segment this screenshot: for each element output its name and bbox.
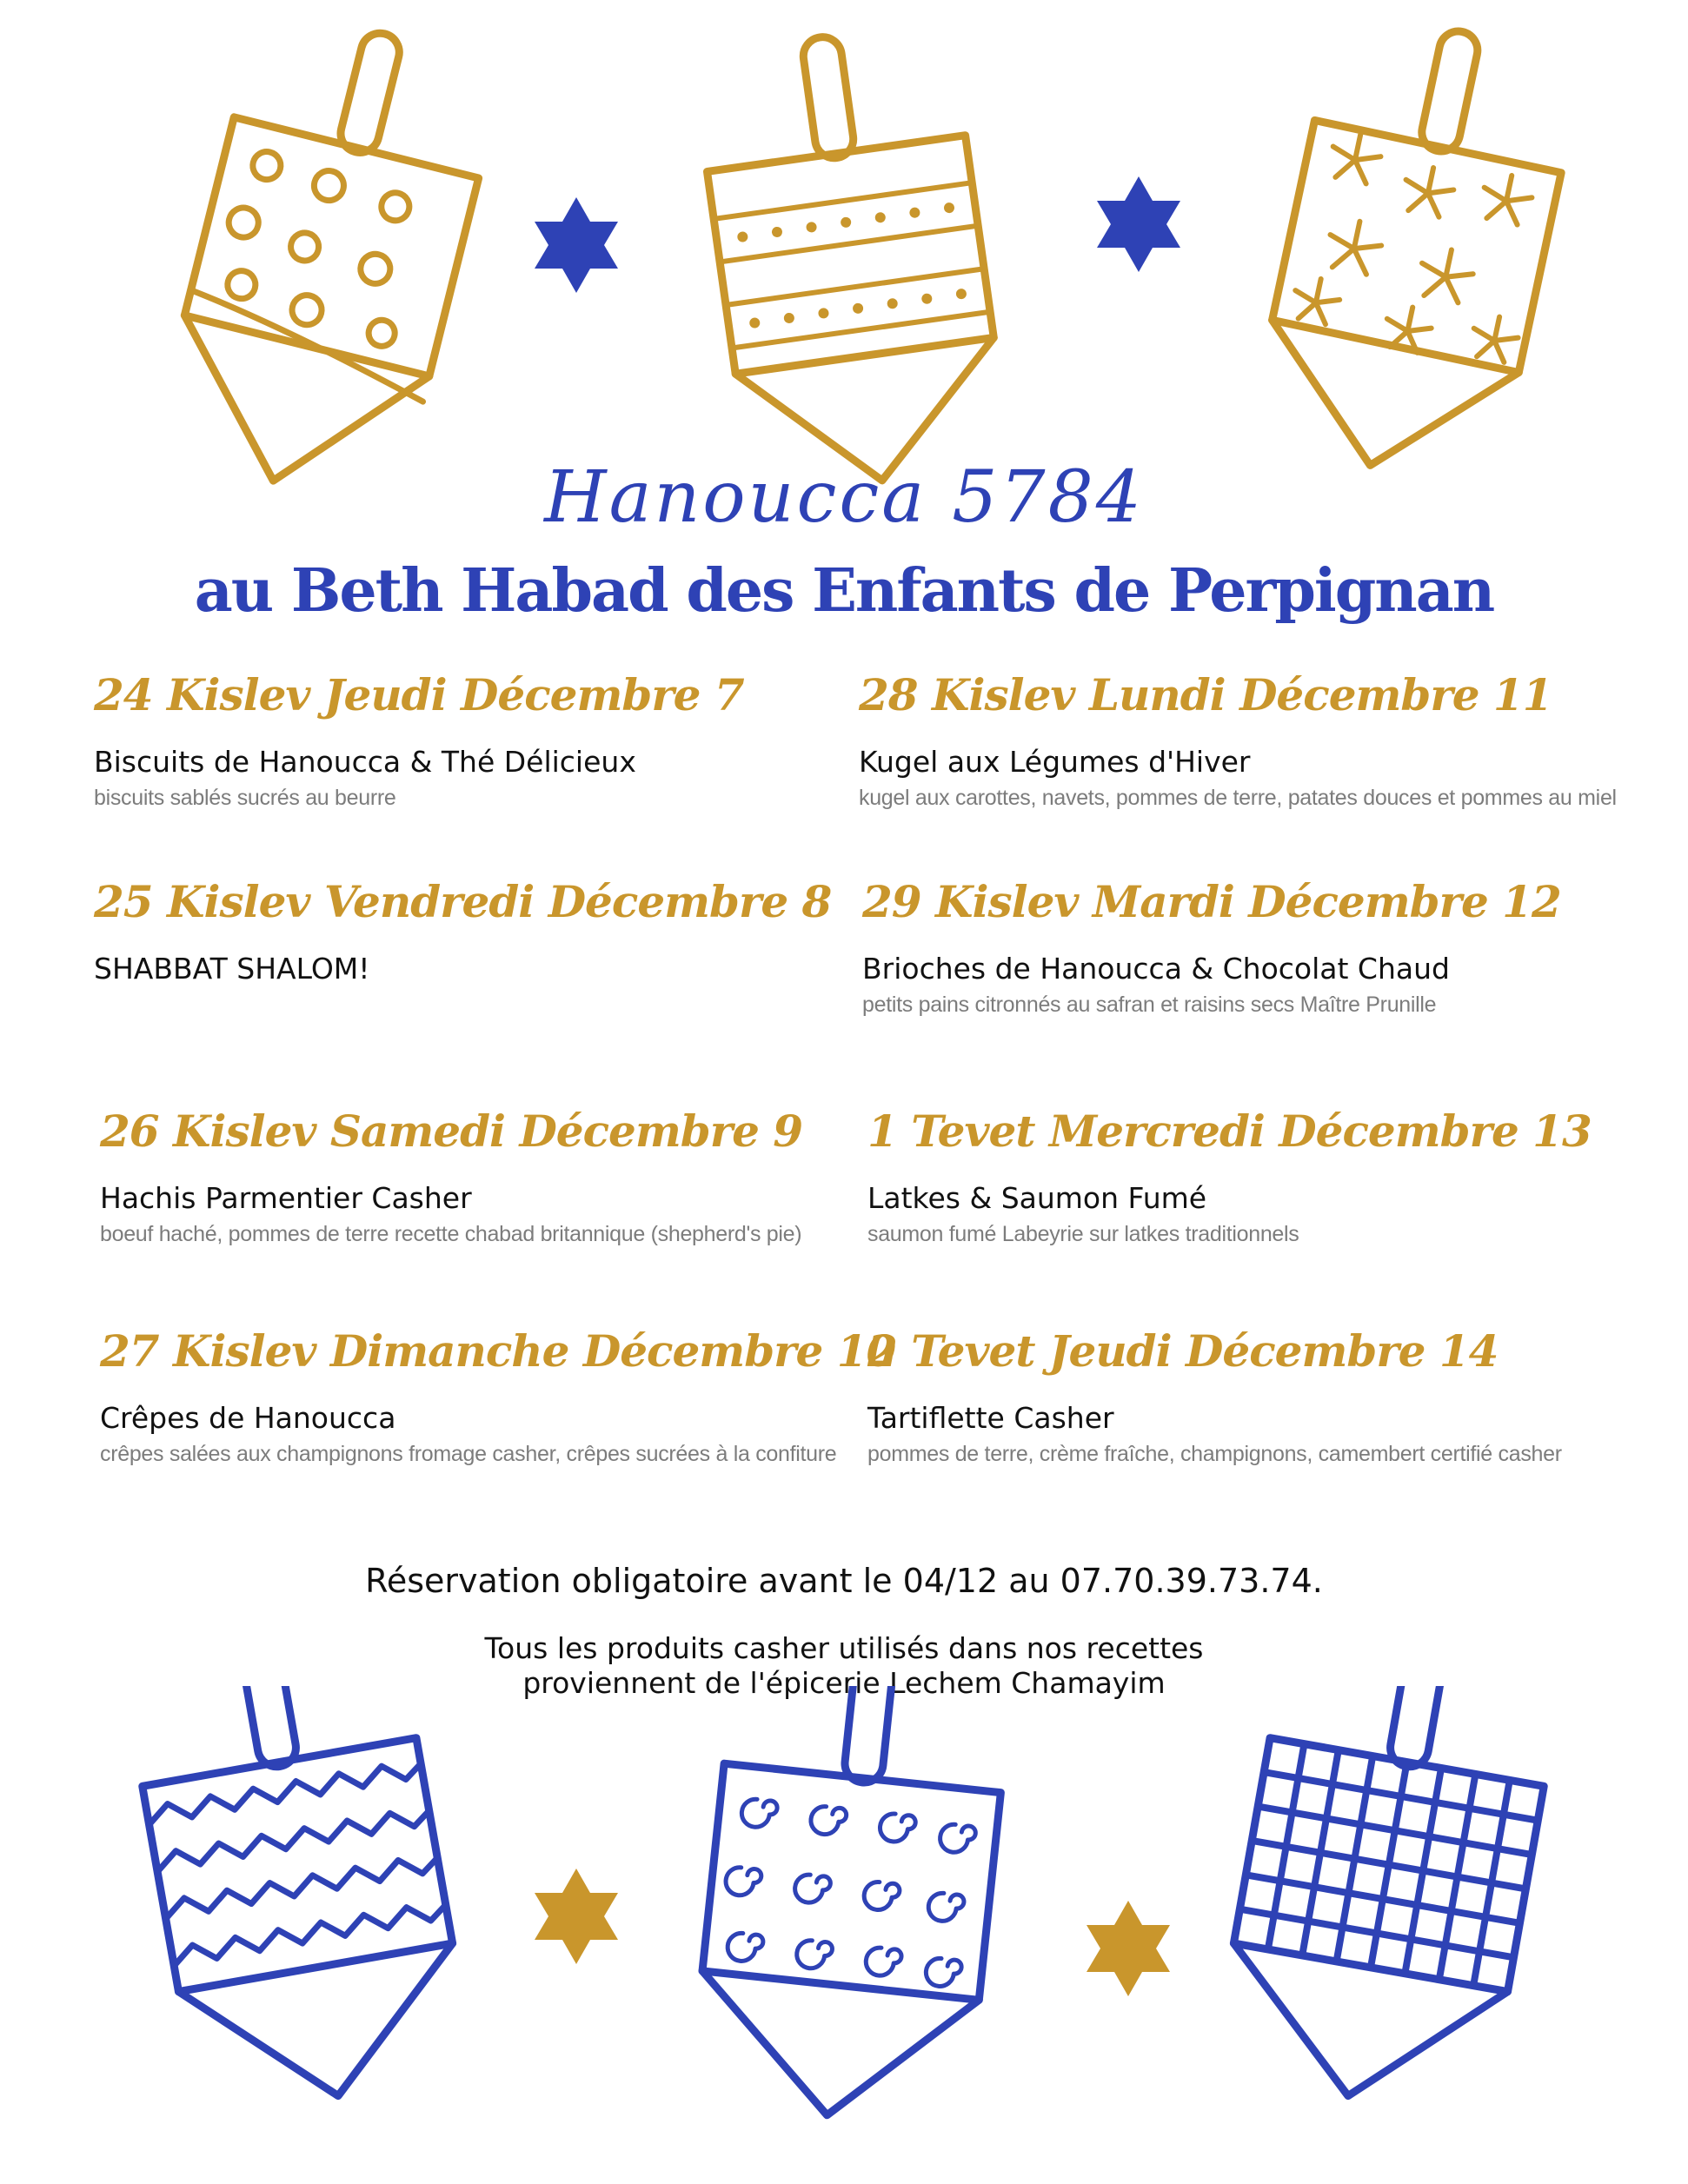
dish-description: petits pains citronnés au safran et raisins secs Maître Prunille bbox=[862, 992, 1437, 1017]
day-block bbox=[867, 1105, 1592, 1247]
supplier-note-line: proviennent de l'épicerie Lechem Chamayim bbox=[522, 1666, 1166, 1700]
star-of-david-icon bbox=[1097, 176, 1180, 272]
dish-title: Brioches de Hanoucca & Chocolat Chaud bbox=[862, 952, 1450, 986]
dish-title: Hachis Parmentier Casher bbox=[100, 1181, 472, 1215]
day-block bbox=[94, 669, 744, 811]
supplier-note-line: Tous les produits casher utilisés dans nos recettes bbox=[484, 1631, 1204, 1665]
dish-description: pommes de terre, crème fraîche, champignons, camembert certifié casher bbox=[867, 1442, 1562, 1466]
dish-title: Tartiflette Casher bbox=[867, 1401, 1114, 1435]
dreidel-icon bbox=[1247, 5, 1586, 487]
dish-description: crêpes salées aux champignons fromage casher, crêpes sucrées à la confiture bbox=[100, 1442, 837, 1466]
star-of-david-icon bbox=[535, 1869, 618, 1964]
dreidel-icon bbox=[1211, 1686, 1564, 2120]
dreidel-icon bbox=[122, 1686, 475, 2120]
dish-title: Kugel aux Légumes d'Hiver bbox=[859, 745, 1251, 779]
day-heading: 24 Kislev Jeudi Décembre 7 bbox=[94, 669, 744, 720]
star-of-david-icon bbox=[535, 197, 618, 293]
reservation-notice: Réservation obligatoire avant le 04/12 au 07.70.39.73.74. bbox=[365, 1562, 1323, 1600]
dish-title: Biscuits de Hanoucca & Thé Délicieux bbox=[94, 745, 636, 779]
day-heading: 27 Kislev Dimanche Décembre 10 bbox=[100, 1325, 896, 1377]
day-block bbox=[100, 1325, 895, 1467]
dreidel-icon bbox=[691, 19, 1012, 487]
day-heading: 1 Tevet Mercredi Décembre 13 bbox=[867, 1105, 1592, 1157]
day-block bbox=[100, 1105, 802, 1247]
dish-description: biscuits sablés sucrés au beurre bbox=[94, 786, 396, 810]
dreidel-icon bbox=[151, 3, 508, 487]
page-title: au Beth Habad des Enfants de Perpignan bbox=[194, 556, 1494, 626]
day-block bbox=[862, 876, 1561, 1018]
page-title-script: Hanoucca 5784 bbox=[544, 456, 1144, 539]
day-block bbox=[867, 1325, 1562, 1467]
dish-title: SHABBAT SHALOM! bbox=[94, 952, 370, 986]
dish-description: saumon fumé Labeyrie sur latkes traditionnels bbox=[867, 1222, 1299, 1246]
day-block bbox=[94, 876, 831, 992]
top-decoration bbox=[0, 0, 1688, 487]
dreidel-icon bbox=[688, 1686, 1013, 2129]
day-heading: 29 Kislev Mardi Décembre 12 bbox=[862, 876, 1561, 927]
day-heading: 26 Kislev Samedi Décembre 9 bbox=[100, 1105, 803, 1157]
day-block bbox=[859, 669, 1617, 811]
day-heading: 28 Kislev Lundi Décembre 11 bbox=[859, 669, 1552, 720]
star-of-david-icon bbox=[1087, 1901, 1170, 1996]
bottom-decoration bbox=[0, 1686, 1688, 2184]
dish-title: Crêpes de Hanoucca bbox=[100, 1401, 396, 1435]
dish-description: kugel aux carottes, navets, pommes de terre, patates douces et pommes au miel bbox=[859, 786, 1617, 810]
day-heading: 25 Kislev Vendredi Décembre 8 bbox=[94, 876, 832, 927]
dish-title: Latkes & Saumon Fumé bbox=[867, 1181, 1207, 1215]
dish-description: boeuf haché, pommes de terre recette chabad britannique (shepherd's pie) bbox=[100, 1222, 802, 1246]
day-heading: 2 Tevet Jeudi Décembre 14 bbox=[867, 1325, 1499, 1377]
